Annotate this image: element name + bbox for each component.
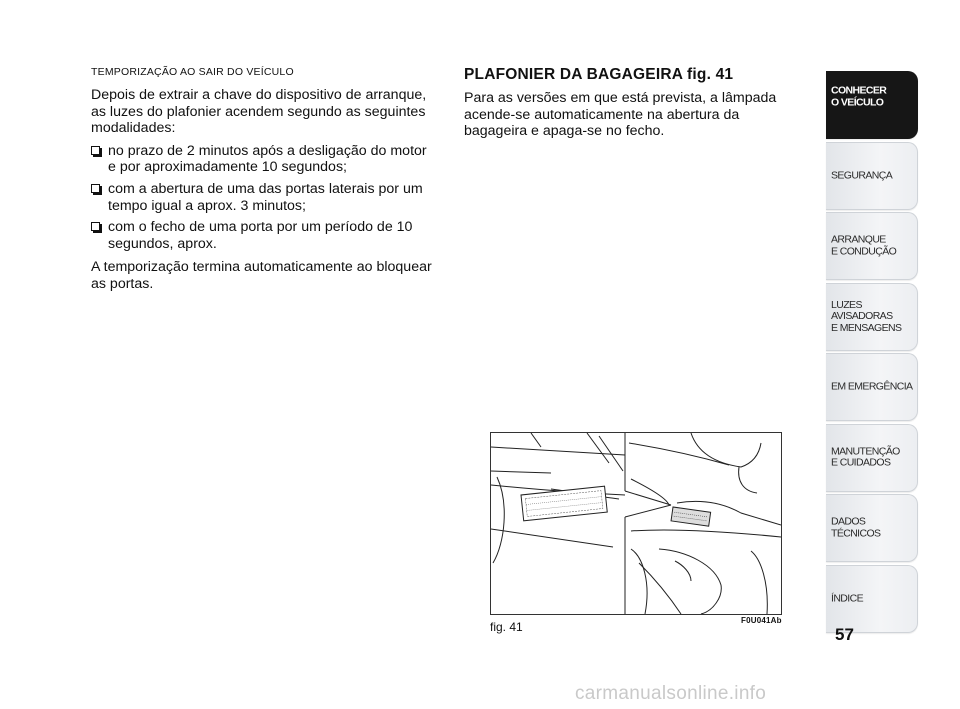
tab-label: EM EMERGÊNCIA [831,380,913,393]
page-number: 57 [835,625,854,644]
figure-code: F0U041Ab [741,616,782,625]
tab-label: DADOS TÉCNICOS [831,515,881,539]
tab-indice[interactable] [826,565,918,633]
tab-dados-tecnicos[interactable] [826,494,918,562]
tab-label: SEGURANÇA [831,168,893,181]
bullet-list [91,143,433,253]
tab-luzes-avisadoras[interactable] [826,283,918,351]
tab-em-emergencia[interactable] [826,353,918,421]
list-item-text: no prazo de 2 minutos após a desligação do motor e por aproximadamente 10 segundos; [108,142,427,176]
figure-caption: fig. 41 [490,620,523,634]
tab-arranque-e-conducao[interactable] [826,212,918,280]
list-item [91,143,433,176]
tab-label: MANUTENÇÃO E CUIDADOS [831,445,900,469]
tab-manutencao-e-cuidados[interactable] [826,424,918,492]
list-item-text: com a abertura de uma das portas laterais por um tempo igual a aprox. 3 minutos; [108,180,423,214]
tab-label: ÍNDICE [831,591,863,604]
tab-seguranca[interactable] [826,142,918,210]
section-heading: PLAFONIER DA BAGAGEIRA fig. 41 [464,66,734,83]
checkbox-bullet-icon [91,146,100,155]
tab-label: CONHECER O VEÍCULO [831,84,887,109]
chapter-tabs [826,71,918,635]
tab-label: ARRANQUE E CONDUÇÃO [831,233,897,257]
list-item-text: com o fecho de uma porta por um período de 10 segundos, aprox. [108,219,413,252]
right-column [464,66,802,146]
list-item [91,219,433,252]
checkbox-bullet-icon [91,184,100,193]
luggage-compartment-light-drawing [491,433,781,614]
luggage-light-paragraph: Para as versões em que está prevista, a lâmpada acende-se automaticamente na abertura da bagageira e apaga-se no fecho. [464,90,777,140]
left-column [91,66,433,299]
checkbox-bullet-icon [91,222,100,231]
intro-paragraph: Depois de extrair a chave do dispositivo de arranque, as luzes do plafonier acendem segundo as seguintes modalidades: [91,87,427,137]
tab-label: LUZES AVISADORAS E MENSAGENS [831,298,902,334]
watermark: carmanualsonline.info [575,683,767,704]
figure-41-illustration [490,432,782,615]
list-item [91,181,433,214]
tab-conhecer-o-veiculo[interactable] [826,71,918,139]
closing-paragraph: A temporização termina automaticamente ao bloquear as portas. [91,259,432,292]
section-subheading: TEMPORIZAÇÃO AO SAIR DO VEÍCULO [91,66,294,78]
